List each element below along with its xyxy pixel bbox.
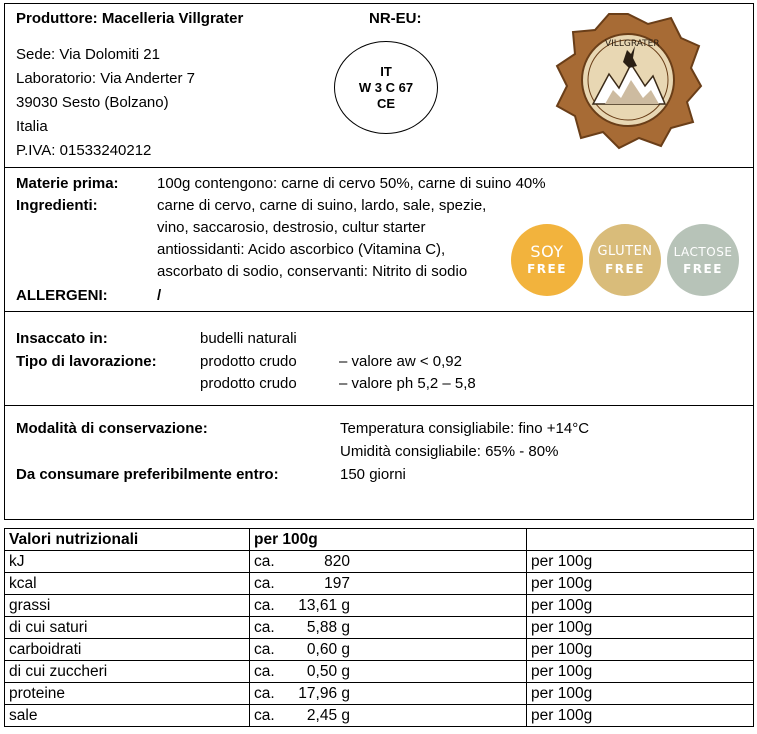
materie-label: Materie prima:	[16, 175, 119, 192]
ca-label: ca.	[254, 597, 275, 614]
logo-text: VILLGRATER	[605, 39, 660, 49]
badge-top: SOY	[530, 242, 564, 261]
eu-mark-line: IT	[380, 63, 392, 79]
ca-label: ca.	[254, 641, 275, 658]
header-cell: Valori nutrizionali	[5, 529, 250, 551]
per-unit: per 100g	[527, 683, 754, 705]
nutrient-value: 5,88 g	[306, 619, 350, 636]
badge-top: LACTOSE	[673, 245, 733, 259]
ingredient-line: antiossidanti: Acido ascorbico (Vitamina C),	[157, 241, 446, 258]
producer-address-city: 39030 Sesto (Bolzano)	[16, 94, 169, 111]
producer-title: Produttore: Macelleria Villgrater	[16, 10, 244, 27]
table-row	[5, 683, 754, 705]
soy-free-badge	[511, 224, 583, 296]
table-row	[5, 595, 754, 617]
nutrient-name: proteine	[5, 683, 250, 705]
table-row	[5, 705, 754, 727]
lactose-free-badge	[667, 224, 739, 296]
ingredient-line: carne di cervo, carne di suino, lardo, sale, spezie,	[157, 197, 487, 214]
eu-oval-mark	[334, 41, 438, 134]
ca-label: ca.	[254, 553, 275, 570]
producer-vat: P.IVA: 01533240212	[16, 142, 152, 159]
producer-address-lab: Laboratorio: Via Anderter 7	[16, 70, 196, 87]
allergeni-value: /	[157, 287, 162, 304]
consumo-value: 150 giorni	[340, 466, 406, 483]
nutrient-value: 17,96 g	[298, 685, 350, 702]
ibex-mountain-logo-icon	[553, 10, 703, 150]
eu-mark-line: W 3 C 67	[358, 79, 414, 95]
label-box	[4, 3, 754, 520]
ingredienti-label: Ingredienti:	[16, 197, 98, 214]
ingredient-line: vino, saccarosio, destrosio, cultur starter	[157, 219, 426, 236]
per-unit: per 100g	[527, 639, 754, 661]
divider	[5, 311, 753, 312]
eu-label: NR-EU:	[369, 10, 422, 27]
allergeni-label: ALLERGENI:	[16, 287, 108, 304]
badge-bottom: FREE	[605, 262, 645, 276]
gluten-free-badge	[589, 224, 661, 296]
header-cell: per 100g	[250, 529, 527, 551]
processing-method: prodotto crudo	[200, 375, 297, 392]
eu-mark-line: CE	[376, 95, 396, 111]
table-header-row	[5, 529, 754, 551]
processing-value: – valore aw < 0,92	[339, 353, 462, 370]
nutrient-value: 820	[324, 553, 350, 570]
nutrient-name: grassi	[5, 595, 250, 617]
nutrient-value: 197	[324, 575, 350, 592]
nutrient-name: kJ	[5, 551, 250, 573]
storage-humidity: Umidità consigliabile: 65% - 80%	[340, 443, 559, 460]
badge-top: GLUTEN	[597, 244, 653, 259]
ingredient-line: ascorbato di sodio, conservanti: Nitrito di sodio	[157, 263, 468, 280]
badge-bottom: FREE	[683, 262, 723, 276]
per-unit: per 100g	[527, 595, 754, 617]
nutrient-value: 0,50 g	[306, 663, 350, 680]
consumo-label: Da consumare preferibilmente entro:	[16, 466, 279, 483]
storage-temperature: Temperatura consigliabile: fino +14°C	[340, 420, 590, 437]
nutrient-name: carboidrati	[5, 639, 250, 661]
nutrient-name: kcal	[5, 573, 250, 595]
tipo-label: Tipo di lavorazione:	[16, 353, 157, 370]
table-row	[5, 639, 754, 661]
table-row	[5, 573, 754, 595]
processing-method: prodotto crudo	[200, 353, 297, 370]
per-unit: per 100g	[527, 705, 754, 727]
ingredient-line: 100g contengono: carne di cervo 50%, carne di suino 40%	[157, 175, 546, 192]
header-cell	[527, 529, 754, 551]
nutrient-value: 2,45 g	[306, 707, 350, 724]
table-row	[5, 661, 754, 683]
ca-label: ca.	[254, 575, 275, 592]
nutrient-name: di cui saturi	[5, 617, 250, 639]
nutrient-name: sale	[5, 705, 250, 727]
producer-address-sede: Sede: Via Dolomiti 21	[16, 46, 160, 63]
per-unit: per 100g	[527, 573, 754, 595]
badge-bottom: FREE	[527, 262, 567, 276]
per-unit: per 100g	[527, 551, 754, 573]
ca-label: ca.	[254, 707, 275, 724]
insaccato-value: budelli naturali	[200, 330, 297, 347]
ca-label: ca.	[254, 685, 275, 702]
per-unit: per 100g	[527, 617, 754, 639]
nutrient-value: 13,61 g	[298, 597, 350, 614]
producer-country: Italia	[16, 118, 48, 135]
processing-value: – valore ph 5,2 – 5,8	[339, 375, 476, 392]
table-row	[5, 551, 754, 573]
divider	[5, 405, 753, 406]
nutrient-name: di cui zuccheri	[5, 661, 250, 683]
table-row	[5, 617, 754, 639]
divider	[5, 167, 753, 168]
per-unit: per 100g	[527, 661, 754, 683]
ca-label: ca.	[254, 663, 275, 680]
nutrient-value: 0,60 g	[306, 641, 350, 658]
modalita-label: Modalità di conservazione:	[16, 420, 208, 437]
insaccato-label: Insaccato in:	[16, 330, 108, 347]
nutrition-table	[4, 528, 754, 727]
ca-label: ca.	[254, 619, 275, 636]
